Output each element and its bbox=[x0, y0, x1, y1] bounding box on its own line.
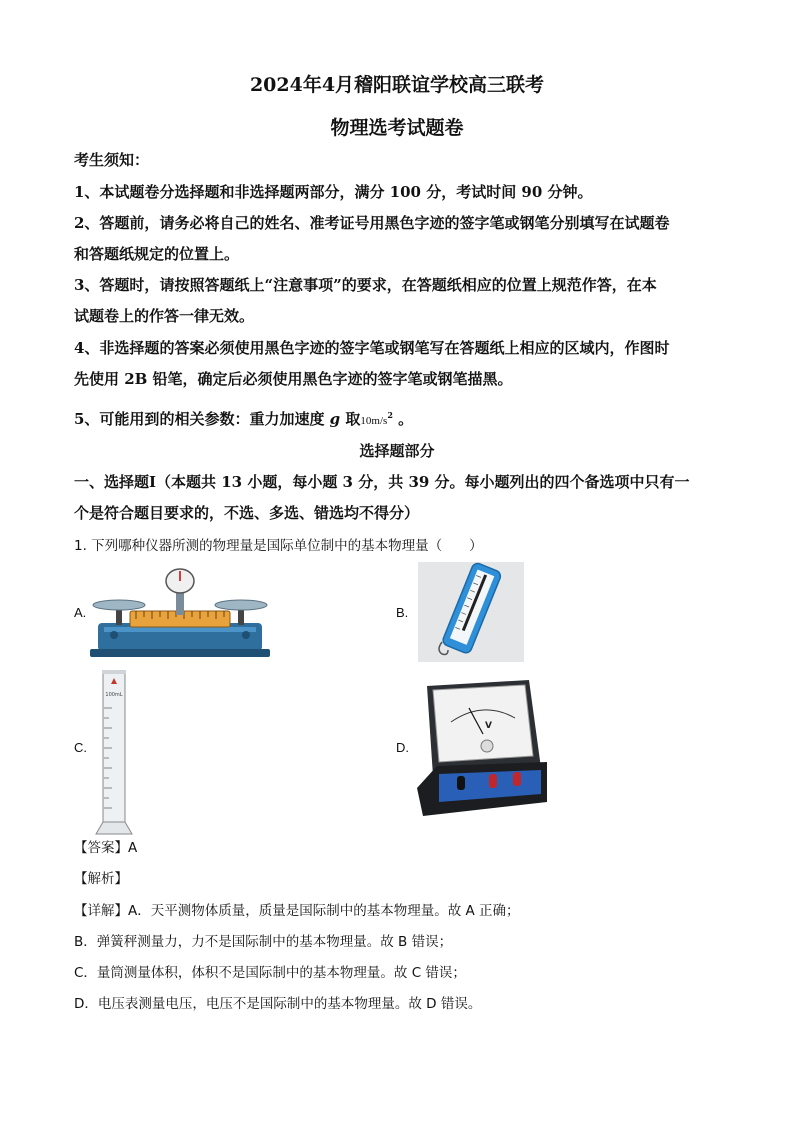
cylinder-capacity-text: 100mL bbox=[105, 692, 123, 698]
section-instruction-2: 个是符合题目要求的，不选、多选、错选均不得分） bbox=[74, 504, 420, 522]
notice-item-4-cont: 先使用 2B 铅笔，确定后必须使用黑色字迹的签字笔或钢笔描黑。 bbox=[74, 370, 513, 388]
notice-item-5-prefix: 5、可能用到的相关参数：重力加速度 bbox=[74, 410, 330, 428]
section-instruction-1: 一、选择题Ⅰ（本题共 13 小题，每小题 3 分，共 39 分。每小题列出的四个备选项中只有一 bbox=[74, 473, 690, 491]
gravity-unit: 10m/s bbox=[360, 415, 388, 427]
voltmeter-icon bbox=[417, 676, 549, 828]
exam-title: 2024年4月稽阳联谊学校高三联考 bbox=[249, 74, 545, 96]
gravity-unit-exponent: 2 bbox=[387, 410, 393, 420]
notice-heading: 考生须知： bbox=[74, 151, 150, 169]
question-1-stem: 1. 下列哪种仪器所测的物理量是国际单位制中的基本物理量（ ） bbox=[74, 538, 483, 554]
graduated-cylinder-icon bbox=[94, 668, 134, 842]
notice-item-3: 3、答题时，请按照答题纸上“注意事项”的要求，在答题纸相应的位置上规范作答，在本 bbox=[74, 276, 657, 294]
notice-item-4: 4、非选择题的答案必须使用黑色字迹的签字笔或钢笔写在答题纸上相应的区域内，作图时 bbox=[74, 339, 670, 357]
notice-item-1: 1、本试题卷分选择题和非选择题两部分，满分 100 分，考试时间 90 分钟。 bbox=[74, 183, 593, 201]
notice-item-5-mid: 取 bbox=[340, 410, 361, 428]
option-c-label: C. bbox=[74, 740, 87, 755]
answer-label: 【答案】A bbox=[74, 840, 138, 856]
analysis-detail-b: B．弹簧秤测量力，力不是国际制中的基本物理量。故 B 错误； bbox=[74, 934, 453, 950]
option-a-label: A. bbox=[74, 605, 87, 620]
notice-item-3-cont: 试题卷上的作答一律无效。 bbox=[74, 307, 255, 325]
notice-item-2-cont: 和答题纸规定的位置上。 bbox=[74, 245, 240, 263]
analysis-detail-c: C．量筒测量体积，体积不是国际制中的基本物理量。故 C 错误； bbox=[74, 965, 466, 981]
exam-subtitle: 物理选考试题卷 bbox=[330, 117, 464, 139]
analysis-detail-a: 【详解】A．天平测物体质量，质量是国际制中的基本物理量。故 A 正确； bbox=[74, 903, 520, 919]
notice-item-5-end: 。 bbox=[392, 410, 414, 428]
notice-item-2: 2、答题前，请务必将自己的姓名、准考证号用黑色字迹的签字笔或钢笔分别填写在试题卷 bbox=[74, 214, 670, 232]
notice-item-5 bbox=[74, 405, 724, 431]
balance-scale-icon bbox=[90, 567, 270, 663]
analysis-label: 【解析】 bbox=[74, 871, 128, 887]
option-b-label: B. bbox=[396, 605, 409, 620]
option-d-label: D. bbox=[396, 740, 409, 755]
gravity-symbol: g bbox=[329, 410, 341, 428]
analysis-detail-d: D．电压表测量电压，电压不是国际制中的基本物理量。故 D 错误。 bbox=[74, 996, 482, 1012]
spring-scale-icon bbox=[418, 562, 524, 666]
section-title: 选择题部分 bbox=[359, 442, 435, 460]
voltmeter-symbol: V bbox=[485, 721, 492, 731]
